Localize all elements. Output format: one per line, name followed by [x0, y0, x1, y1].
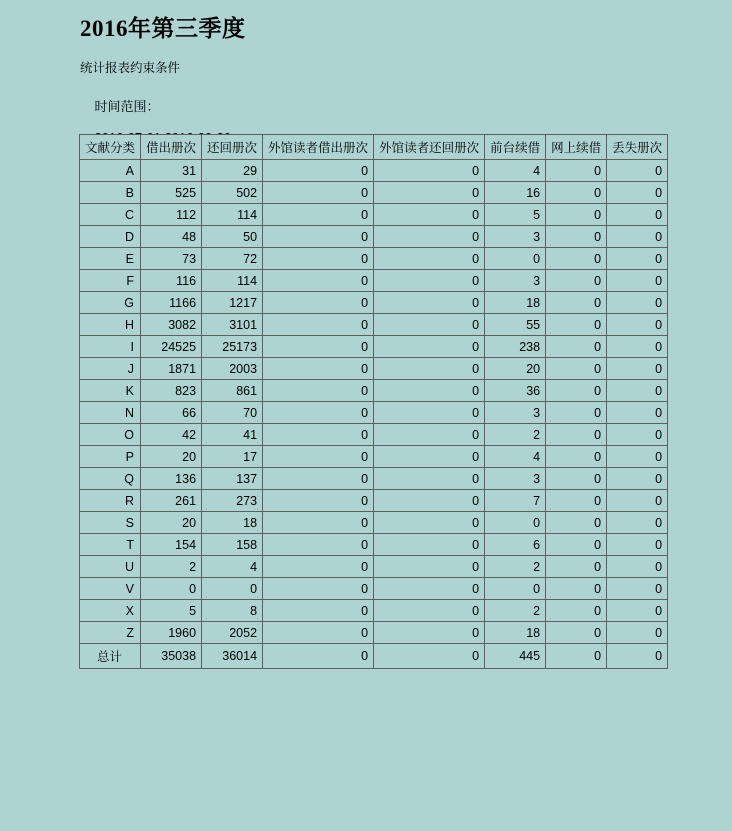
table-row: [80, 600, 668, 622]
table-cell-value: 0: [263, 512, 374, 534]
table-cell-category: I: [80, 336, 141, 358]
table-cell-value: 0: [607, 490, 668, 512]
table-cell-category: X: [80, 600, 141, 622]
table-total-row: [80, 644, 668, 669]
table-cell-value: 48: [141, 226, 202, 248]
table-cell-value: 0: [546, 358, 607, 380]
table-cell-category: O: [80, 424, 141, 446]
table-cell-value: 0: [263, 578, 374, 600]
table-cell-value: 7: [485, 490, 546, 512]
table-cell-value: 0: [263, 204, 374, 226]
table-cell-value: 0: [374, 336, 485, 358]
table-row: [80, 578, 668, 600]
table-cell-value: 0: [546, 336, 607, 358]
table-cell-value: 0: [607, 270, 668, 292]
table-cell-value: 0: [374, 512, 485, 534]
table-cell-value: 0: [374, 446, 485, 468]
table-cell-value: 0: [607, 336, 668, 358]
table-cell-value: 3082: [141, 314, 202, 336]
table-cell-category: T: [80, 534, 141, 556]
table-cell-value: 0: [263, 468, 374, 490]
table-cell-value: 0: [263, 402, 374, 424]
table-cell-value: 20: [485, 358, 546, 380]
table-cell-value: 158: [202, 534, 263, 556]
table-cell-value: 0: [607, 600, 668, 622]
table-cell-value: 0: [374, 292, 485, 314]
table-cell-value: 0: [546, 160, 607, 182]
table-cell-value: 238: [485, 336, 546, 358]
table-cell-value: 0: [546, 314, 607, 336]
table-cell-value: 0: [263, 556, 374, 578]
table-cell-value: 0: [546, 534, 607, 556]
table-cell-value: 0: [607, 292, 668, 314]
table-cell-value: 0: [263, 380, 374, 402]
table-cell-value: 0: [546, 204, 607, 226]
table-cell-value: 0: [263, 424, 374, 446]
table-cell-value: 0: [607, 314, 668, 336]
table-cell-category: E: [80, 248, 141, 270]
table-cell-value: 42: [141, 424, 202, 446]
table-cell-category: N: [80, 402, 141, 424]
table-total-value: 0: [607, 644, 668, 669]
table-cell-value: 3101: [202, 314, 263, 336]
table-cell-value: 4: [485, 160, 546, 182]
table-row: [80, 380, 668, 402]
table-column-header: 丢失册次: [607, 135, 668, 160]
table-cell-category: S: [80, 512, 141, 534]
table-cell-value: 0: [374, 534, 485, 556]
table-cell-value: 0: [546, 490, 607, 512]
table-row: [80, 446, 668, 468]
table-cell-value: 0: [374, 402, 485, 424]
table-cell-value: 0: [263, 182, 374, 204]
table-column-header: 网上续借: [546, 135, 607, 160]
table-total-value: 35038: [141, 644, 202, 669]
table-cell-value: 0: [546, 578, 607, 600]
table-cell-value: 0: [546, 292, 607, 314]
table-cell-value: 0: [374, 380, 485, 402]
table-cell-value: 2: [485, 600, 546, 622]
table-cell-value: 0: [374, 600, 485, 622]
table-cell-value: 4: [202, 556, 263, 578]
table-total-label: 总计: [80, 644, 141, 669]
table-cell-value: 0: [263, 622, 374, 644]
table-cell-value: 73: [141, 248, 202, 270]
table-cell-value: 3: [485, 226, 546, 248]
table-cell-value: 0: [607, 424, 668, 446]
table-cell-value: 0: [546, 182, 607, 204]
table-cell-value: 0: [263, 490, 374, 512]
table-cell-value: 41: [202, 424, 263, 446]
table-cell-value: 0: [607, 468, 668, 490]
table-cell-value: 1217: [202, 292, 263, 314]
table-cell-value: 0: [374, 622, 485, 644]
table-cell-value: 0: [374, 182, 485, 204]
table-cell-value: 0: [263, 336, 374, 358]
table-row: [80, 534, 668, 556]
table-row: [80, 468, 668, 490]
table-cell-category: G: [80, 292, 141, 314]
table-cell-category: C: [80, 204, 141, 226]
table-cell-value: 136: [141, 468, 202, 490]
table-cell-value: 1166: [141, 292, 202, 314]
table-cell-value: 0: [546, 468, 607, 490]
table-cell-value: 0: [374, 160, 485, 182]
table-cell-value: 0: [263, 358, 374, 380]
table-cell-value: 5: [141, 600, 202, 622]
table-cell-value: 0: [374, 578, 485, 600]
table-cell-value: 0: [485, 578, 546, 600]
table-cell-value: 29: [202, 160, 263, 182]
table-row: [80, 512, 668, 534]
table-cell-value: 861: [202, 380, 263, 402]
table-cell-value: 0: [263, 226, 374, 248]
table-cell-value: 0: [141, 578, 202, 600]
table-cell-value: 525: [141, 182, 202, 204]
table-cell-value: 0: [607, 402, 668, 424]
table-cell-value: 4: [485, 446, 546, 468]
table-cell-value: 20: [141, 446, 202, 468]
table-cell-category: Z: [80, 622, 141, 644]
table-cell-value: 0: [485, 248, 546, 270]
table-row: [80, 424, 668, 446]
table-total-value: 36014: [202, 644, 263, 669]
table-cell-value: 1871: [141, 358, 202, 380]
table-cell-value: 0: [546, 556, 607, 578]
table-cell-value: 0: [263, 270, 374, 292]
table-cell-value: 2: [485, 556, 546, 578]
table-cell-value: 3: [485, 468, 546, 490]
table-cell-category: K: [80, 380, 141, 402]
table-row: [80, 402, 668, 424]
table-total-value: 0: [374, 644, 485, 669]
table-cell-value: 24525: [141, 336, 202, 358]
table-cell-value: 36: [485, 380, 546, 402]
table-cell-value: 0: [607, 578, 668, 600]
table-cell-value: 0: [546, 600, 607, 622]
table-cell-value: 0: [607, 160, 668, 182]
table-cell-category: H: [80, 314, 141, 336]
table-cell-value: 2: [141, 556, 202, 578]
table-cell-value: 0: [485, 512, 546, 534]
table-cell-value: 72: [202, 248, 263, 270]
table-cell-value: 0: [263, 160, 374, 182]
table-cell-value: 3: [485, 270, 546, 292]
table-cell-value: 154: [141, 534, 202, 556]
table-row: [80, 336, 668, 358]
table-cell-value: 50: [202, 226, 263, 248]
table-cell-value: 0: [263, 600, 374, 622]
table-body: [80, 160, 668, 669]
table-cell-value: 0: [607, 248, 668, 270]
table-cell-value: 0: [546, 446, 607, 468]
table-cell-value: 0: [607, 204, 668, 226]
table-cell-value: 0: [546, 248, 607, 270]
table-cell-value: 2: [485, 424, 546, 446]
table-column-header: 还回册次: [202, 135, 263, 160]
table-cell-value: 0: [546, 226, 607, 248]
table-total-value: 0: [546, 644, 607, 669]
table-cell-value: 0: [374, 358, 485, 380]
table-header: [80, 135, 668, 160]
table-cell-value: 0: [374, 424, 485, 446]
table-row: [80, 292, 668, 314]
report-constraints-label: 统计报表约束条件: [80, 61, 181, 75]
statistics-table-container: [79, 134, 668, 669]
table-cell-category: J: [80, 358, 141, 380]
table-row: [80, 226, 668, 248]
table-cell-value: 55: [485, 314, 546, 336]
table-cell-value: 112: [141, 204, 202, 226]
table-cell-value: 114: [202, 204, 263, 226]
table-row: [80, 182, 668, 204]
table-cell-value: 0: [546, 380, 607, 402]
table-cell-value: 0: [374, 226, 485, 248]
date-range-label: 时间范围：: [94, 99, 160, 114]
table-cell-value: 0: [374, 248, 485, 270]
table-cell-value: 261: [141, 490, 202, 512]
table-cell-value: 0: [546, 622, 607, 644]
table-cell-category: R: [80, 490, 141, 512]
table-column-header: 前台续借: [485, 135, 546, 160]
table-column-header: 外馆读者还回册次: [374, 135, 485, 160]
table-row: [80, 204, 668, 226]
table-cell-value: 20: [141, 512, 202, 534]
table-cell-value: 273: [202, 490, 263, 512]
table-cell-value: 0: [263, 534, 374, 556]
table-cell-category: U: [80, 556, 141, 578]
table-cell-value: 1960: [141, 622, 202, 644]
table-row: [80, 270, 668, 292]
table-cell-value: 8: [202, 600, 263, 622]
table-cell-value: 6: [485, 534, 546, 556]
table-cell-value: 0: [546, 424, 607, 446]
statistics-table: [79, 134, 668, 669]
table-cell-value: 0: [374, 468, 485, 490]
table-cell-value: 0: [607, 534, 668, 556]
table-cell-value: 18: [202, 512, 263, 534]
table-cell-value: 0: [374, 314, 485, 336]
table-cell-value: 2052: [202, 622, 263, 644]
table-cell-value: 0: [263, 314, 374, 336]
table-cell-value: 0: [263, 248, 374, 270]
table-cell-value: 17: [202, 446, 263, 468]
table-column-header: 文献分类: [80, 135, 141, 160]
table-cell-value: 0: [263, 446, 374, 468]
table-row: [80, 490, 668, 512]
table-cell-category: V: [80, 578, 141, 600]
table-cell-value: 0: [607, 358, 668, 380]
table-cell-category: A: [80, 160, 141, 182]
table-cell-category: F: [80, 270, 141, 292]
table-cell-value: 0: [546, 270, 607, 292]
table-cell-value: 25173: [202, 336, 263, 358]
table-cell-value: 116: [141, 270, 202, 292]
table-column-header: 借出册次: [141, 135, 202, 160]
table-cell-value: 0: [374, 204, 485, 226]
table-cell-value: 0: [607, 182, 668, 204]
table-cell-value: 0: [374, 270, 485, 292]
table-cell-value: 0: [546, 402, 607, 424]
table-cell-value: 70: [202, 402, 263, 424]
table-cell-value: 502: [202, 182, 263, 204]
table-cell-value: 0: [374, 490, 485, 512]
table-cell-value: 18: [485, 622, 546, 644]
table-cell-value: 823: [141, 380, 202, 402]
table-cell-value: 31: [141, 160, 202, 182]
table-cell-category: D: [80, 226, 141, 248]
table-cell-value: 0: [546, 512, 607, 534]
table-cell-value: 18: [485, 292, 546, 314]
table-total-value: 0: [263, 644, 374, 669]
table-cell-category: B: [80, 182, 141, 204]
table-row: [80, 358, 668, 380]
table-row: [80, 248, 668, 270]
table-cell-value: 0: [607, 556, 668, 578]
table-cell-value: 66: [141, 402, 202, 424]
table-cell-value: 3: [485, 402, 546, 424]
table-row: [80, 622, 668, 644]
table-cell-value: 5: [485, 204, 546, 226]
table-header-row: [80, 135, 668, 160]
table-cell-value: 0: [607, 622, 668, 644]
table-cell-value: 0: [263, 292, 374, 314]
table-cell-value: 137: [202, 468, 263, 490]
table-cell-value: 114: [202, 270, 263, 292]
table-cell-value: 0: [374, 556, 485, 578]
table-cell-category: P: [80, 446, 141, 468]
table-cell-category: Q: [80, 468, 141, 490]
table-column-header: 外馆读者借出册次: [263, 135, 374, 160]
table-cell-value: 0: [607, 512, 668, 534]
table-total-value: 445: [485, 644, 546, 669]
table-cell-value: 0: [607, 446, 668, 468]
table-cell-value: 2003: [202, 358, 263, 380]
table-cell-value: 16: [485, 182, 546, 204]
table-cell-value: 0: [607, 380, 668, 402]
page-title: 2016年第三季度: [80, 16, 246, 41]
table-row: [80, 160, 668, 182]
table-row: [80, 314, 668, 336]
table-row: [80, 556, 668, 578]
table-cell-value: 0: [607, 226, 668, 248]
table-cell-value: 0: [202, 578, 263, 600]
